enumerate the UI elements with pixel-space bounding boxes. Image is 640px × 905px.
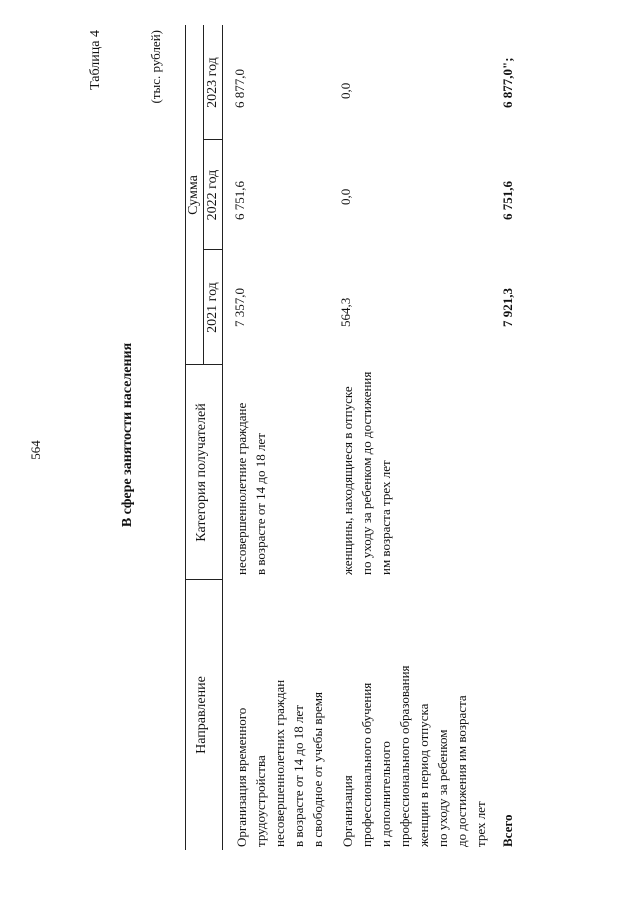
header-year-2023: 2023 год [205,57,220,108]
row-2-direction: Организация профессионального обучения и дополнительного профессионального образования женщин в период отпуска по уходу за ребенком до достижения им возраста трех лет [340,665,488,847]
row-1-direction: Организация временного трудоустройства несовершеннолетних граждан в возрасте от 14 до 18 лет в свободное от учебы время [234,679,325,847]
header-direction: Направление [194,676,209,754]
header-year-2021: 2021 год [205,282,220,333]
units-label: (тыс. рублей) [148,30,163,104]
page-number: 564 [28,440,43,460]
row-2-category: женщины, находящиеся в отпуске по уходу за ребенком до достижения им возраста трех лет [340,371,393,575]
header-year-2022: 2022 год [205,169,220,221]
total-value-2022: 6 751,6 [500,181,515,220]
row-1-category: несовершеннолетние граждане в возрасте от 14 до 18 лет [234,402,268,575]
total-value-2021: 7 921,3 [500,288,515,327]
page-title: В сфере занятости населения [120,342,135,528]
table-label: Таблица 4 [88,30,103,90]
header-category: Категория получателей [194,403,209,542]
total-label: Всего [500,814,515,847]
total-value-2023: 6 877,0"; [500,57,515,108]
row-1-value-2023: 6 877,0 [232,69,247,108]
header-sum: Сумма [186,175,201,215]
row-2-value-2021: 564,3 [338,297,353,327]
row-1-value-2021: 7 357,0 [232,288,247,327]
header-bottom-border [222,25,223,850]
row-2-value-2023: 0,0 [338,82,353,99]
row-1-value-2022: 6 751,6 [232,181,247,220]
sum-subheader-border [203,25,204,365]
row-2-value-2022: 0,0 [338,188,353,205]
